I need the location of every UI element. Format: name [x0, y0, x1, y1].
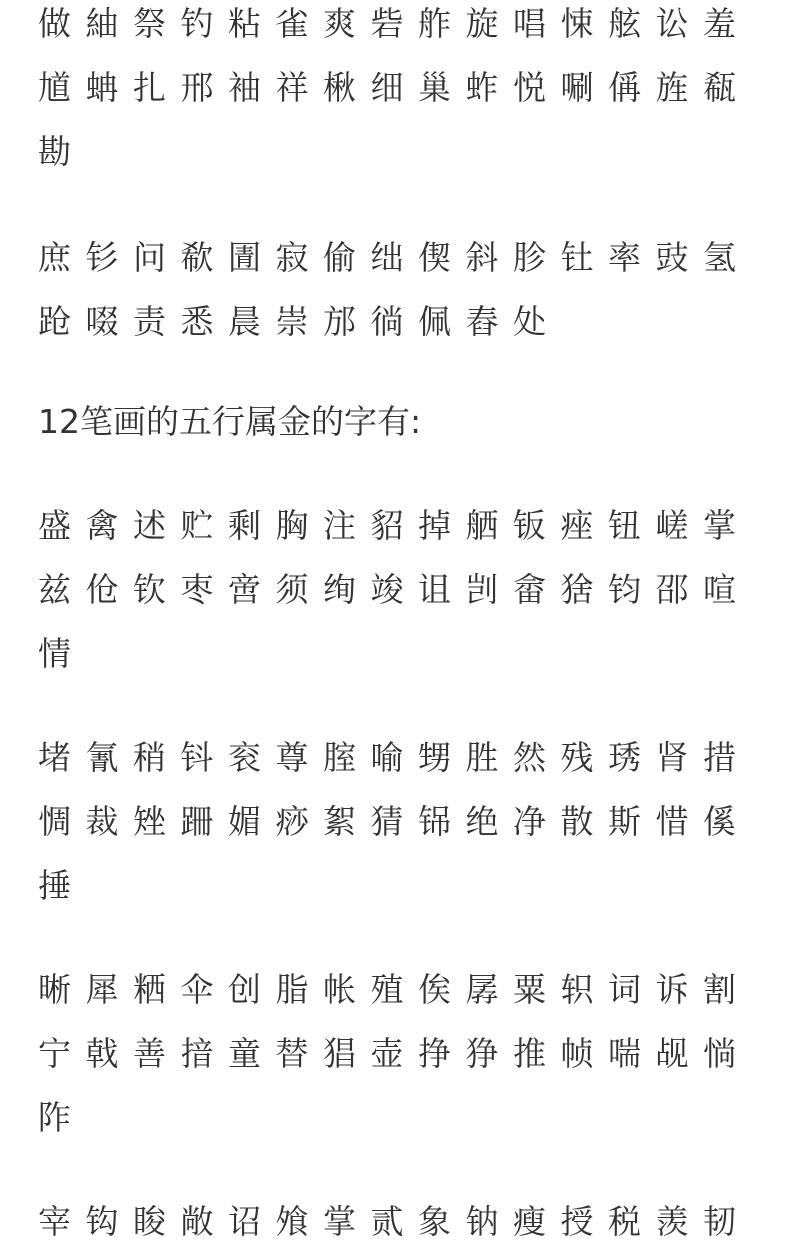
- metal-character-paragraph: 盛禽述贮剩胸注貂掉舾钣痤钮嵯掌兹伧钦枣啻须绚竣诅剀畲猞钧邵喧情: [38, 506, 751, 673]
- metal-character-paragraph: 晰犀粞伞创脂帐殖俟孱粟轵词诉割宁戟善揞童替猖壶挣狰推帧喘觇惝阼: [38, 970, 751, 1137]
- section-heading: 12笔画的五行属金的字有:: [38, 402, 422, 441]
- character-paragraph: 庶钐问欷圊寂偷绌偰斜胗钍率豉氢跄啜责悉晨崇邡徜佩舂处: [38, 238, 751, 341]
- metal-character-paragraph: 宰钩睃敞诏飧掌贰象钠瘦授税羡韧: [38, 1202, 751, 1241]
- character-paragraph: 做紬祭钓粘雀爽砦舴旋唱悚舷讼羞馗蚺扎邢袖祥楸细巢蚱悦唰偁旌瓻勘: [38, 4, 751, 171]
- metal-character-paragraph: 堵氰稍钭衮尊腟喻甥胜然残琇肾措惆裁矬跚媚痧絮猜铞绝净散斯惜傒捶: [38, 738, 751, 905]
